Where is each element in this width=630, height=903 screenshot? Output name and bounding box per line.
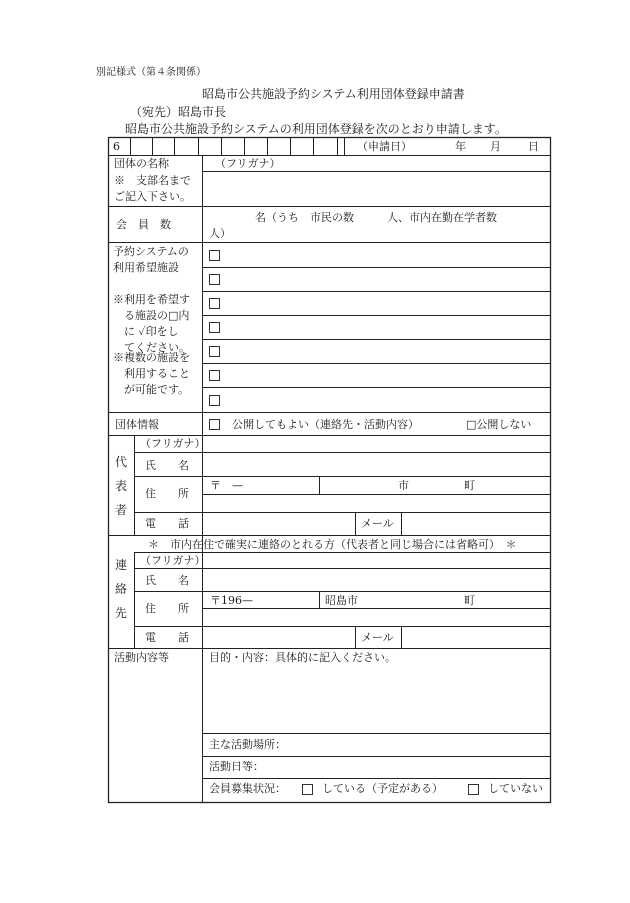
facility-label-line: 予約システムの — [113, 245, 189, 258]
intro-text: 昭島市公共施設予約システムの利用団体登録を次のとおり申請します。 — [125, 122, 507, 136]
facility-note-line: ※複数の施設を — [113, 351, 190, 364]
recruit-status-label: 会員募集状況： — [209, 782, 286, 795]
activity-label: 活動内容等 — [114, 651, 169, 664]
contact-mail-label: メール — [361, 631, 394, 644]
facility-label-line: 利用希望施設 — [113, 261, 179, 274]
group-name-label: 団体の名称 — [114, 157, 169, 170]
contact-note: ＊ 市内在住で確実に連絡のとれる方（代表者と同じ場合には省略可） ＊ — [148, 538, 517, 551]
recruit-yes-checkbox[interactable] — [302, 784, 313, 795]
facility-checkbox[interactable] — [209, 346, 220, 357]
representative-side-label: 代 表 者 — [114, 455, 127, 517]
date-day: 日 — [528, 140, 539, 153]
rep-phone-label: 電 話 — [145, 517, 189, 530]
contact-side-label: 連 絡 先 — [114, 558, 127, 620]
facility-note-line: に ✓印をし — [113, 325, 179, 338]
facility-checkbox[interactable] — [209, 370, 220, 381]
member-count-label: 会 員 数 — [116, 218, 171, 231]
facility-note-line: 利用すること — [113, 367, 190, 380]
rep-postal-code: 〒 — — [210, 479, 243, 492]
rep-name-label: 氏 名 — [145, 459, 189, 472]
rep-mail-label: メール — [361, 517, 394, 530]
group-name-furigana-label: （フリガナ） — [215, 157, 281, 170]
contact-postal-code: 〒196— — [210, 594, 253, 607]
rep-furigana-label: （フリガナ） — [140, 437, 206, 450]
facility-note-line: ※利用を希望す — [113, 293, 190, 306]
facility-checkbox[interactable] — [209, 322, 220, 333]
date-month: 月 — [490, 140, 501, 153]
facility-checkbox[interactable] — [209, 250, 220, 261]
form-number: 別記様式（第４条関係） — [96, 67, 206, 78]
rep-town: 町 — [464, 479, 475, 492]
facility-checkbox[interactable] — [209, 274, 220, 285]
contact-name-label: 氏 名 — [145, 574, 189, 587]
contact-city: 昭島市 — [325, 594, 358, 607]
registration-number-prefix: 6 — [113, 140, 120, 153]
facility-checkbox[interactable] — [209, 395, 220, 406]
recruit-no-checkbox[interactable] — [468, 784, 479, 795]
contact-address-label: 住 所 — [145, 602, 189, 615]
public-checkbox[interactable] — [209, 419, 220, 430]
group-name-note: ※ 支部名まで — [114, 174, 191, 187]
rep-address-label: 住 所 — [145, 487, 189, 500]
facility-checkbox[interactable] — [209, 298, 220, 309]
facility-note-line: てください。 — [113, 341, 190, 354]
recruit-no-label: していない — [488, 782, 543, 795]
facility-note-line: る施設の□内 — [113, 309, 190, 322]
activity-place-label: 主な活動場所： — [209, 738, 286, 751]
contact-town: 町 — [464, 594, 475, 607]
member-count-text-2: 人） — [209, 227, 231, 240]
application-date-label: （申請日） — [357, 140, 412, 153]
addressee: （宛先）昭島市長 — [130, 105, 227, 119]
contact-phone-label: 電 話 — [145, 631, 189, 644]
group-name-note-2: ご記入下さい。 — [114, 190, 191, 203]
activity-days-label: 活動日等： — [209, 760, 264, 773]
rep-city: 市 — [398, 479, 409, 492]
contact-furigana-label: （フリガナ） — [140, 554, 206, 567]
recruit-yes-label: している（予定がある） — [322, 782, 443, 795]
date-year: 年 — [455, 140, 466, 153]
activity-purpose-label: 目的・内容：具体的に記入ください。 — [209, 651, 396, 664]
private-option-label[interactable]: □公開しない — [466, 418, 532, 431]
page-title: 昭島市公共施設予約システム利用団体登録申請書 — [202, 87, 465, 101]
member-count-text: 名（うち 市民の数 人、市内在勤在学者数 — [255, 211, 497, 224]
public-option-label: 公開してもよい（連絡先・活動内容） — [232, 418, 419, 431]
group-info-label: 団体情報 — [115, 418, 159, 431]
facility-note-line: が可能です。 — [113, 383, 190, 396]
